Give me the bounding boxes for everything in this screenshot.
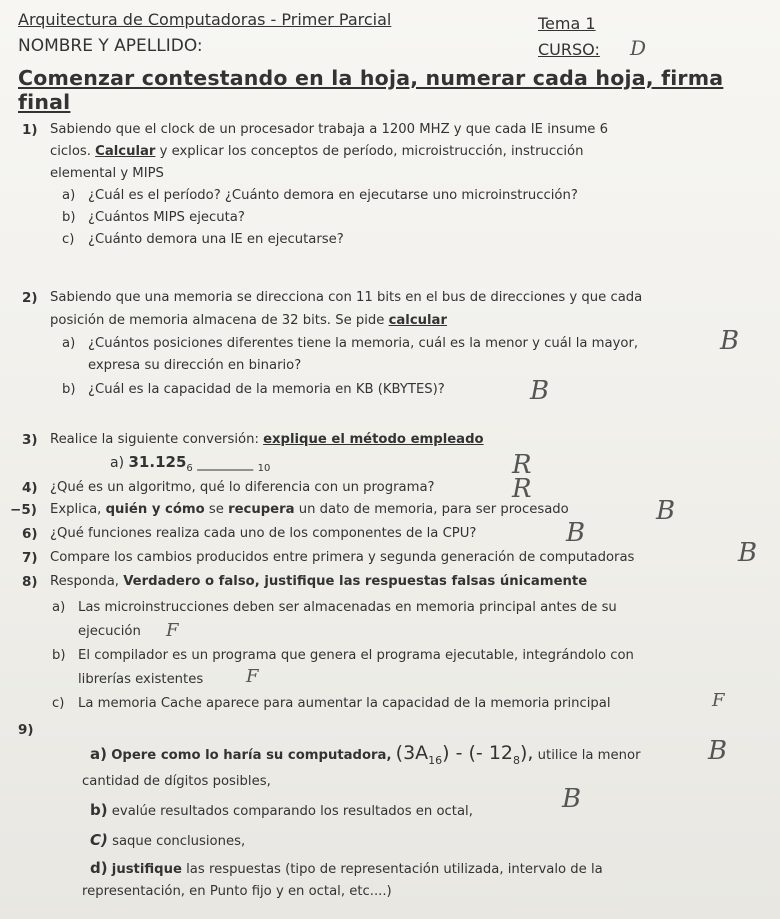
instruction-line: Comenzar contestando en la hoja, numerar cada hoja, firma final: [18, 66, 724, 114]
q8-a-line2: ejecución: [78, 624, 141, 639]
q3-number: 3): [22, 432, 38, 448]
q1-a: a) ¿Cuál es el período? ¿Cuánto demora en ejecutarse uno microinstrucción?: [62, 188, 578, 203]
grade-mark-q7: B: [738, 538, 758, 568]
q4-text: ¿Qué es un algoritmo, qué lo diferencia con un programa?: [50, 480, 435, 495]
nombre-label: NOMBRE Y APELLIDO:: [18, 36, 203, 56]
q8-b-line2: librerías existentes: [78, 672, 204, 687]
q9-d: d) justifique las respuestas (tipo de representación utilizada, intervalo de la: [90, 859, 603, 877]
grade-mark-q8c: F: [712, 690, 725, 711]
q2-b: b) ¿Cuál es la capacidad de la memoria en KB (KBYTES)?: [62, 382, 445, 397]
curso-value: D: [630, 36, 647, 60]
q2-line1: Sabiendo que una memoria se direcciona con 11 bits en el bus de direcciones y que cada: [50, 290, 643, 305]
q1-line1: Sabiendo que el clock de un procesador trabaja a 1200 MHZ y que cada IE insume 6: [50, 122, 609, 137]
q9-a-line2: cantidad de dígitos posibles,: [82, 774, 271, 789]
q8-c: c) La memoria Cache aparece para aumentar la capacidad de la memoria principal: [52, 696, 611, 711]
q9-c: C) saque conclusiones,: [90, 831, 246, 849]
tema-label: Tema 1: [538, 14, 596, 33]
grade-mark-q8b: F: [246, 666, 259, 687]
grade-mark-q9a: B: [708, 736, 728, 766]
q8-b: b) El compilador es un programa que genera el programa ejecutable, integrándolo con: [52, 648, 634, 663]
grade-mark-q9b: B: [562, 784, 582, 814]
q7-text: Compare los cambios producidos entre primera y segunda generación de computadoras: [50, 550, 635, 565]
exam-title: Arquitectura de Computadoras - Primer Parcial: [18, 10, 392, 29]
grade-mark-q6: B: [566, 518, 586, 548]
q1-c: c) ¿Cuánto demora una IE en ejecutarse?: [62, 232, 344, 247]
q6-text: ¿Qué funciones realiza cada uno de los componentes de la CPU?: [50, 526, 477, 541]
q2-line2: posición de memoria almacena de 32 bits. Se pide calcular: [50, 313, 447, 328]
q1-b: b) ¿Cuántos MIPS ejecuta?: [62, 210, 245, 225]
q8-text: Responda, Verdadero o falso, justifique las respuestas falsas únicamente: [50, 574, 588, 589]
q9-number: 9): [18, 722, 34, 738]
q7-number: 7): [22, 550, 38, 566]
q5-text: Explica, quién y cómo se recupera un dato de memoria, para ser procesado: [50, 502, 569, 517]
q9-a: a) Opere como lo haría su computadora, $(3A_{16})$ - (- $12_8$), utilice la menor: [90, 742, 641, 767]
q2-a-line2: expresa su dirección en binario?: [88, 358, 302, 373]
q2-a: a) ¿Cuántos posiciones diferentes tiene la memoria, cuál es la menor y cuál la mayor,: [62, 336, 639, 351]
q3-a: a) $31.125_6$ ________ $_{10}$: [110, 453, 271, 474]
q1-number: 1): [22, 122, 38, 138]
q6-number: 6): [22, 526, 38, 542]
grade-mark-q5: B: [656, 496, 676, 526]
grade-mark-q4: R: [512, 474, 532, 504]
q4-number: 4): [22, 480, 38, 496]
q8-number: 8): [22, 574, 38, 590]
grade-mark-q2b: B: [530, 376, 550, 406]
q5-number: −5): [10, 502, 37, 518]
grade-mark-q2a: B: [720, 326, 740, 356]
q1-line2: ciclos. Calcular y explicar los conceptos de período, microistrucción, instrucción: [50, 144, 584, 159]
q1-line3: elemental y MIPS: [50, 166, 164, 181]
q8-a: a) Las microinstrucciones deben ser almacenadas en memoria principal antes de su: [52, 600, 617, 615]
q3-line1: Realice la siguiente conversión: explique el método empleado: [50, 432, 484, 447]
q9-d-line2: representación, en Punto fijo y en octal, etc....): [82, 884, 392, 899]
curso-label: CURSO:: [538, 40, 600, 59]
grade-mark-q3: R: [512, 450, 532, 480]
q2-number: 2): [22, 290, 38, 306]
grade-mark-q8a: F: [166, 620, 179, 641]
q9-b: b) evalúe resultados comparando los resultados en octal,: [90, 801, 473, 819]
